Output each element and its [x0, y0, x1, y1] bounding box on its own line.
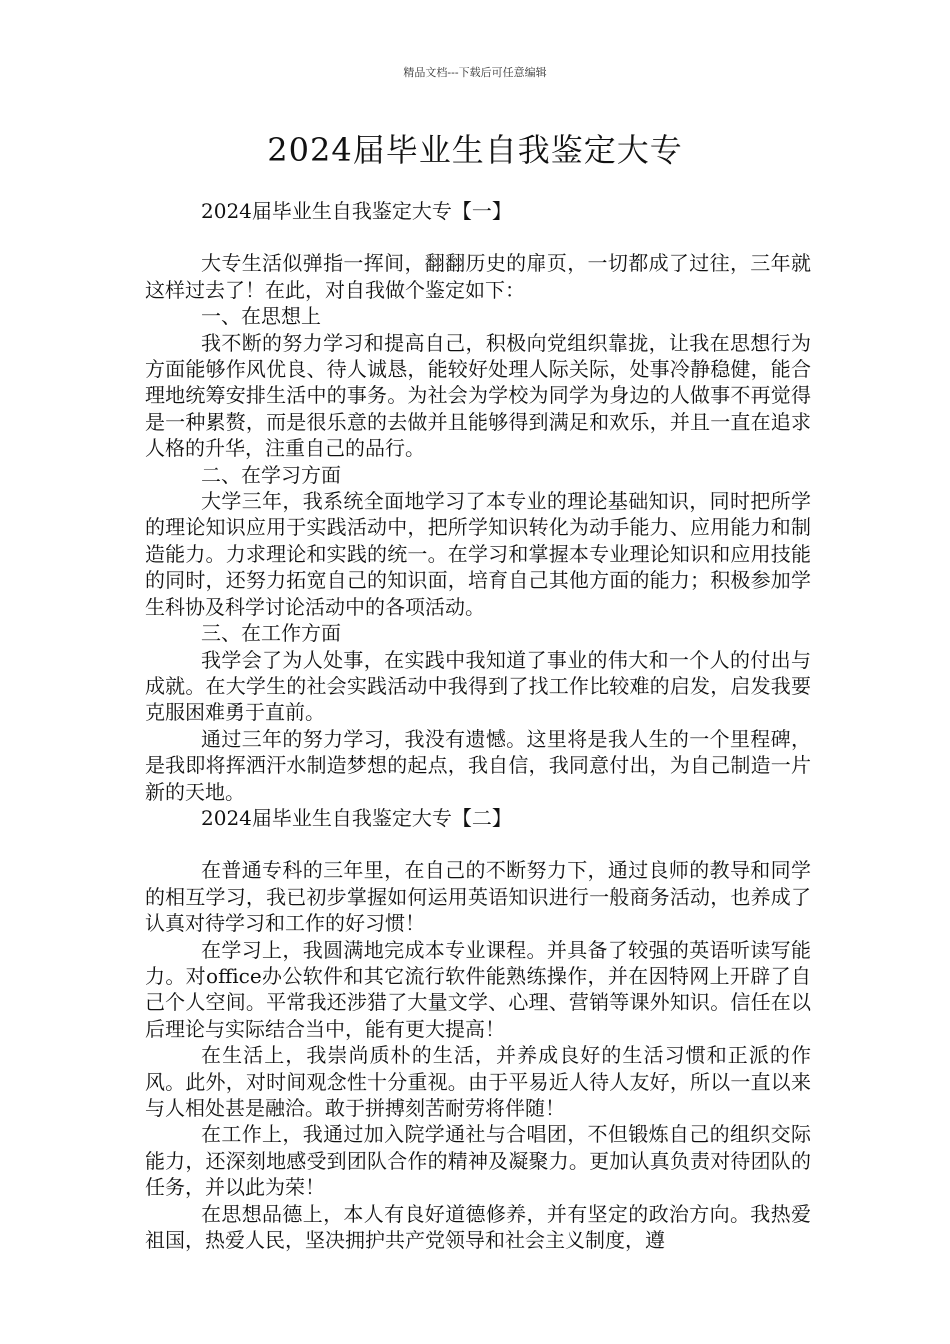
paragraph: 大学三年，我系统全面地学习了本专业的理论基础知识，同时把所学的理论知识应用于实践活动中，把所学知识转化为动手能力、应用能力和制造能力。力求理论和实践的统一。在学习和掌握本专业理论知识和应用技能的同时，还努力拓宽自己的知识面，培育自己其他方面的能力；积极参加学生科协及科学讨论活动中的各项活动。	[145, 489, 811, 619]
blank-line	[145, 831, 811, 857]
paragraph: 在普通专科的三年里，在自己的不断努力下，通过良师的教导和同学的相互学习，我已初步掌握如何运用英语知识进行一般商务活动，也养成了认真对待学习和工作的好习惯！	[145, 858, 811, 936]
paragraph: 通过三年的努力学习，我没有遗憾。这里将是我人生的一个里程碑，是我即将挥洒汗水制造梦想的起点，我自信，我同意付出，为自己制造一片新的天地。	[145, 726, 811, 804]
document-body	[145, 198, 811, 1253]
paragraph: 大专生活似弹指一挥间，翻翻历史的扉页，一切都成了过往，三年就这样过去了！在此，对自我做个鉴定如下：	[145, 251, 811, 302]
page-header: 精品文档---下载后可任意编辑	[403, 66, 547, 79]
paragraph: 在学习上，我圆满地完成本专业课程。并具备了较强的英语听读写能力。对office办公软件和其它流行软件能熟练操作，并在因特网上开辟了自己个人空间。平常我还涉猎了大量文学、心理、营销等课外知识。信任在以后理论与实际结合当中，能有更大提高！	[145, 937, 811, 1041]
subheading: 三、在工作方面	[201, 621, 341, 646]
paragraph: 在思想品德上，本人有良好道德修养，并有坚定的政治方向。我热爱祖国，热爱人民，坚决拥护共产党领导和社会主义制度，遵	[145, 1201, 811, 1253]
section-heading-2: 2024届毕业生自我鉴定大专【二】	[201, 805, 512, 830]
paragraph: 在生活上，我崇尚质朴的生活，并养成良好的生活习惯和正派的作风。此外，对时间观念性十分重视。由于平易近人待人友好，所以一直以来与人相处甚是融洽。敢于拼搏刻苦耐劳将伴随！	[145, 1043, 811, 1120]
document-title: 2024届毕业生自我鉴定大专	[267, 131, 683, 169]
paragraph: 在工作上，我通过加入院学通社与合唱团，不但锻炼自己的组织交际能力，还深刻地感受到团队合作的精神及凝聚力。更加认真负责对待团队的任务，并以此为荣！	[145, 1122, 811, 1200]
subheading: 二、在学习方面	[201, 462, 341, 487]
subheading: 一、在思想上	[201, 304, 321, 329]
paragraph: 我不断的努力学习和提高自己，积极向党组织靠拢，让我在思想行为方面能够作风优良、待人诚恳，能较好处理人际关际，处事冷静稳健，能合理地统筹安排生活中的事务。为社会为学校为同学为身边的人做事不再觉得是一种累赘，而是很乐意的去做并且能够得到满足和欢乐，并且一直在追求人格的升华，注重自己的品行。	[145, 330, 811, 461]
blank-line	[145, 224, 811, 250]
paragraph: 我学会了为人处事，在实践中我知道了事业的伟大和一个人的付出与成就。在大学生的社会实践活动中我得到了找工作比较难的启发，启发我要克服困难勇于直前。	[145, 647, 811, 725]
section-heading-1: 2024届毕业生自我鉴定大专【一】	[201, 199, 512, 223]
